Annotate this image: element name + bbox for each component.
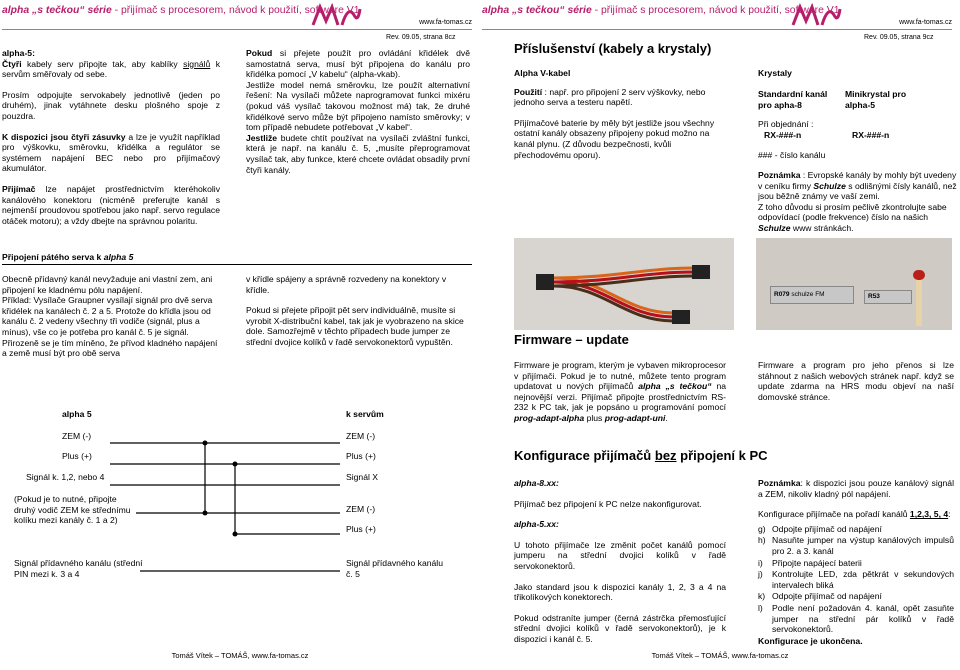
paragraph: Jestliže budete chtít používat na vysílači zvláštní funkci, která je např. na kanálu č. 5, „musíte přeprogramovat vysílač tak, aby funkce, které chcete ovládat obsadily první čtyři kanály. <box>246 132 470 175</box>
header-url: www.fa-tomas.cz <box>419 19 472 26</box>
order-code-standard: RX-###-n <box>764 130 802 140</box>
firmware-text: Firmware je program, kterým je vybaven mikroprocesor v přijímači. Pokud je to nutné, můžete tento program updatovat u nových přijímačů alpha „s tečkou“ na nejnovější verzi. Přijímač připojte prostřednictvím RS-232 k PC tak, jak je popsáno u programování pomocí prog-adapt-alpha plus prog-adapt-uni. <box>514 360 727 423</box>
step-key: j) <box>758 569 763 580</box>
step-key: g) <box>758 523 766 534</box>
config-left: alpha-8.xx: Přijímač bez připojení k PC nelze nakonfigurovat. alpha-5.xx: U tohoto přijímače lze změnit počet kanálů pomocí jumperu na střední dvojici kolíků v řadě servokonektorů. Jako standard jsou k dispozici kanály 1, 2, 3 a 4 na třikolíkových konektorech. Pokud odstraníte jumper (černá zástrčka přemosťující střední dvojici kolíků v řadě servokonektorů), je k dispozici i kanál č. 5. <box>514 478 726 644</box>
config-title: Konfigurace přijímačů bez připojení k PC <box>514 448 768 463</box>
diagram-label-servos: k servům <box>346 409 384 419</box>
diagram-label: Plus (+) <box>62 451 92 461</box>
fa-tomas-logo <box>310 3 362 29</box>
diagram-label: ZEM (-) <box>346 504 376 514</box>
alpha5-label: alpha-5.xx: <box>514 519 559 530</box>
revision: Rev. 09.05, strana 9cz <box>864 34 934 41</box>
paragraph: Obecně přídavný kanál nevyžaduje ani vlastní zem, ani připojení ke kladnému pólu napájení. <box>2 274 213 295</box>
config-right: Poznámka: k dispozici jsou pouze kanálový signál a ZEM, nikoliv kladný pól napájení. Konfigurace přijímače na pořadí kanálů 1,2,3, 5, 4: g) Odpojte přijímač od napájení h) Nasuňte jumper na výstup kanálových impulsů pro 2. a 3. kanál i) Připojte napájecí baterii j) Kontrolujte LED, zda pětkrát v sekundových intervalech bliká k) Odpojte přijímač od napájení l) Podle není požadován 4. kanál, opět zasuňte jumper na střední pár kolíků v řadě servokonektorů. Konfigurace je ukončena. <box>758 478 954 646</box>
revision: Rev. 09.05, strana 8cz <box>386 34 456 41</box>
paragraph: Jestliže model nemá směrovku, lze použít alternativní řešení: Na vysílači můžete naprogramovat funkci mixéru (pokud váš vysílač takovou možnost má) tak, že druhé křidélkové servo může být připojeno namísto směrovky; v tom případě nebudete potřebovat „V kabel“. <box>246 79 470 133</box>
matchstick-head <box>913 270 925 280</box>
channel-number-note: ### - číslo kanálu <box>758 150 826 160</box>
config-step <box>758 603 954 635</box>
paragraph: Prosím odpojujte servokabely jednotlivě (jeden po druhém), jinak vytáhnete desku plošného spoje z pouzdra. <box>2 89 220 121</box>
header-divider <box>2 29 472 30</box>
accessories-title: Příslušenství (kabely a krystaly) <box>514 41 712 56</box>
crystal-standard-label: Standardní kanál pro apha-8 <box>758 89 828 110</box>
crystal-note: Poznámka : Evropské kanály by mohly být uvedeny v ceníku firmy Schulze s odlišnými čísly kanálů, než jsou běžně známy ve vaší zemi. Z toho důvodu si prosím pečlivě zkontrolujte sabe odpovídací (podle frekvence) číslo na našich Schulze www stránkách. <box>758 170 957 233</box>
paragraph: Čtyři kabely serv připojte tak, aby kablíky signálů k servům směřovaly od sebe. <box>2 58 221 80</box>
step-text: Odpojte přijímač od napájení <box>772 523 882 534</box>
paragraph: Přijímačové baterie by měly být jestliže jsou všechny ostatní kanály obsazeny připojeny pokud možno na kanál plynu. (Z důvodu bezpečnosti, kvůli přechodovému oporu). <box>514 117 715 160</box>
config-steps <box>758 524 954 635</box>
paragraph: Pokud si přejete použít pro ovládání křidélek dvě samostatná serva, musí být připojena do kanálu pro křidélka pomocí „V kabelu“ (alpha-vkab). <box>246 48 470 80</box>
right-column-top <box>246 48 470 175</box>
step-text: Připojte napájecí baterii <box>772 557 862 568</box>
paragraph: Přijímač lze napájet prostřednictvím kteréhokoliv kanálového konektoru (nicméně preferujte kanál s nejmenší proudovou spotřebou jako např. servo regulace otáček motoru); a vždy dbejte na správnou polaritu. <box>2 183 220 226</box>
alpha5-heading: alpha-5: <box>2 48 35 58</box>
paragraph: v křídle spájeny a správně rozvedeny na konektory v křídle. <box>246 274 447 295</box>
crystal-mini-label: Minikrystal pro alpha-5 <box>845 89 907 110</box>
step-text: Podle není požadován 4. kanál, opět zasuňte jumper na střední pár kolíků v řadě servokonektorů. <box>772 602 954 635</box>
header-title: alpha „s tečkou“ série - přijímač s procesorem, návod k použití, software V1 <box>482 5 840 16</box>
config-step <box>758 591 954 602</box>
page-footer: Tomáš Vítek – TOMÁŠ, www.fa-tomas.cz <box>651 651 789 661</box>
config-done: Konfigurace je ukončena. <box>758 635 863 646</box>
firmware-title: Firmware – update <box>514 332 629 347</box>
v-cable-illustration <box>514 238 734 330</box>
step-key: l) <box>758 602 763 613</box>
header-title: alpha „s tečkou“ série - přijímač s procesorem, návod k použití, software V1 <box>2 5 360 16</box>
crystal-standard: R079 schulze FM <box>770 286 854 304</box>
diagram-label: Signál přídavného kanálu č. 5 <box>346 558 443 579</box>
page-9 <box>480 0 960 670</box>
paragraph: Pokud si přejete připojit pět serv individuálně, musíte si vyrobit X-distribuční kabel, tak jak je vyobrazeno na skice dole. Samozřejmě v těchto případech bude jumper ze střední dvojice kolíků v řadě servokonektorů vypuštěn. <box>246 305 464 347</box>
paragraph: Použití : např. pro připojení 2 serv výškovky, nebo jednoho serva a testeru napětí. <box>514 86 706 108</box>
left-column-bottom <box>2 274 220 359</box>
left-column-top <box>2 48 220 226</box>
step-text: Nasuňte jumper na výstup kanálových impulsů pro 2. a 3. kanál <box>772 535 954 556</box>
config-step <box>758 535 954 556</box>
v-cable-section <box>514 68 729 160</box>
step-key: h) <box>758 535 766 546</box>
fa-tomas-logo <box>790 3 842 29</box>
diagram-note: (Pokud je to nutné, připojte druhý vodič ZEM ke střednímu kolíku mezi kanály č. 1 a 2) <box>14 494 131 526</box>
header-divider <box>482 29 952 30</box>
section-title: Připojení pátého serva k alpha 5 <box>2 252 134 262</box>
paragraph: Příklad: Vysílače Graupner vysílají signál pro dvě serva křidélek na kanálech č. 2 a 5. Protože do křídla jsou od kanálu č. 2 vedeny všechny tři vodiče (signál, plus a mínus), vše co je potřeba pro kanál č. 5 je signál. Přirozeně se je tím míněno, že přívod kladného napájení a země musí být pro obě serva <box>2 295 218 359</box>
diagram-label: Signál k. 1,2, nebo 4 <box>26 472 105 482</box>
step-key: i) <box>758 557 763 568</box>
config-step <box>758 524 954 535</box>
alpha8-label: alpha-8.xx: <box>514 478 559 488</box>
order-code-mini: RX-###-n <box>852 130 890 140</box>
divider <box>2 264 472 265</box>
diagram-label: ZEM (-) <box>62 431 92 441</box>
config-step <box>758 558 954 569</box>
config-step <box>758 569 954 590</box>
paragraph: K dispozici jsou čtyři zásuvky a lze je využít například pro výškovku, směrovku, křidélka a regulátor se systémem napájení BEC nebo pro přijímačový akumulátor. <box>2 131 220 174</box>
wiring-lines <box>0 400 480 600</box>
v-cable-heading: Alpha V-kabel <box>514 68 571 78</box>
order-label: Při objednání : <box>758 119 814 129</box>
step-text: Kontrolujte LED, zda pětkrát v sekundových intervalech bliká <box>772 569 954 590</box>
diagram-label: Plus (+) <box>346 451 376 461</box>
diagram-label: Signál X <box>346 472 379 482</box>
crystals-heading: Krystaly <box>758 68 792 78</box>
v-cable-photo <box>514 238 734 330</box>
crystals-photo <box>756 238 952 330</box>
diagram-label: Signál přídavného kanálu (střední PIN mezi k. 3 a 4 <box>14 558 143 579</box>
diagram-label-alpha5: alpha 5 <box>62 409 92 419</box>
firmware-text-2: Firmware a program pro jeho přenos si lze stáhnout z našich webových stránek např. když se update zdarma na HRS modu objeví na naší domovské stránce. <box>758 360 954 402</box>
diagram-label: ZEM (-) <box>346 431 376 441</box>
crystal-mini: R53 <box>864 290 912 304</box>
right-column-bottom <box>246 274 470 348</box>
step-key: k) <box>758 591 766 602</box>
diagram-label: Plus (+) <box>346 524 376 534</box>
crystals-section <box>758 68 958 79</box>
matchstick <box>916 278 922 326</box>
step-text: Odpojte přijímač od napájení <box>772 591 882 602</box>
page-footer: Tomáš Vítek – TOMÁŠ, www.fa-tomas.cz <box>171 651 309 661</box>
header-url: www.fa-tomas.cz <box>899 19 952 26</box>
